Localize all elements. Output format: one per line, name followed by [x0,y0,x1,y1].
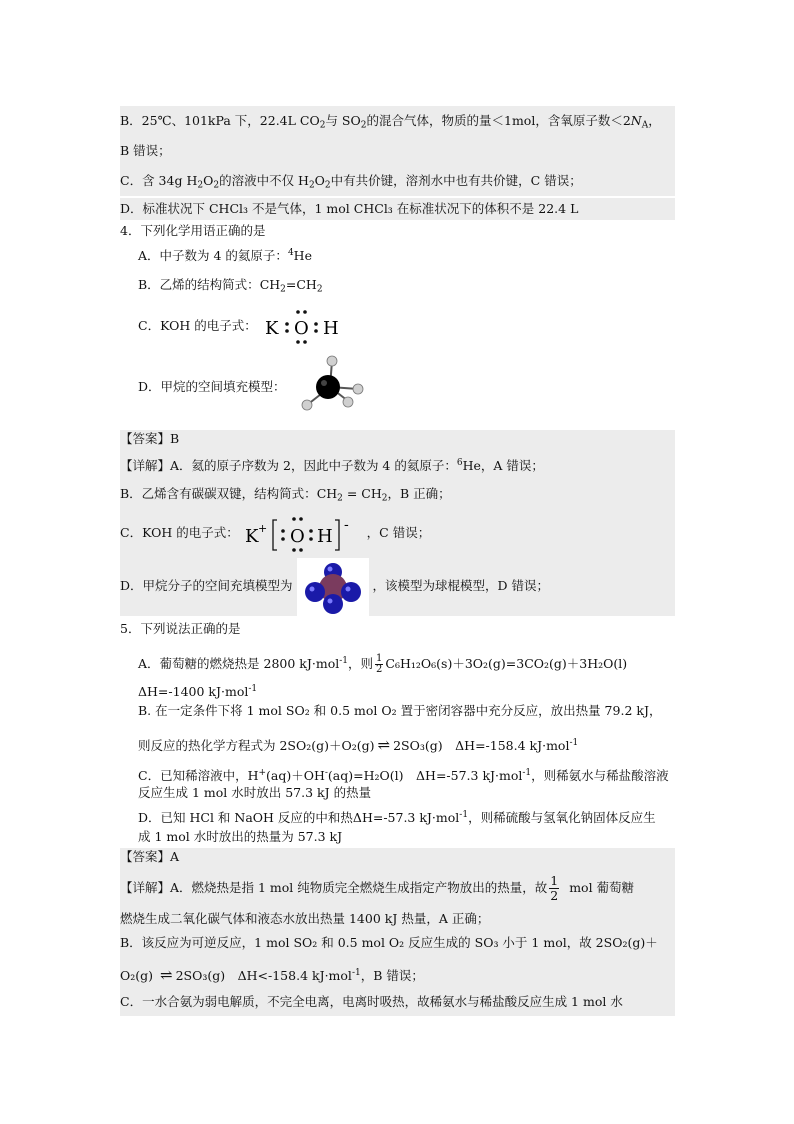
svg-text:+: + [257,521,267,535]
koh-lewis-structure-wrong [261,307,351,347]
equilibrium-arrow-icon: ⇌ [377,735,391,754]
q4-option-d: D．甲烷的空间填充模型： [138,352,675,422]
q5-option-b-line1: B. 在一定条件下将 1 mol SO₂ 和 0.5 mol O₂ 置于密闭容器中充分反应，放出热量 79.2 kJ， [138,703,662,718]
q4-explanation-c: C．KOH 的电子式： K + O H - ，C 错误； [120,510,675,556]
q5-explanation-a-line1: 【详解】A．燃烧热是指 1 mol 纯物质完全燃烧生成指定产物放出的热量，故 $\frac{1}{2}$ mol 葡萄糖 [120,866,675,910]
q4-stem: 4．下列化学用语正确的是 [120,223,266,238]
q5-option-a: A．葡萄糖的燃烧热是 2800 kJ·mol$^{-1}$，则 $\frac{1}{2}$ C₆H₁₂O₆(s)＋3O₂(g)=3CO₂(g)＋3H₂O(l) [138,652,628,675]
explanation-c-line: C．含 34g $H_2O_2$的溶液中不仅 $H_2O_2$中有共价键，溶剂水中也有共价键，C 错误； [120,166,675,196]
svg-text:K: K [264,317,279,339]
q4-option-b: B．乙烯的结构简式：$CH_2=CH_2$ [138,277,323,295]
q5-explanation-a-line2: 燃烧生成二氧化碳气体和液态水放出热量 1400 kJ 热量，A 正确； [120,910,675,928]
svg-text:O: O [289,525,305,547]
q4-option-c: C．KOH 的电子式： K O H [138,306,675,346]
q5-explanation-b-line1: B．该反应为可逆反应，1 mol SO₂ 和 0.5 mol O₂ 反应生成的 SO₃ 小于 1 mol，故 2SO₂(g)＋ [120,928,675,958]
svg-text:-: - [343,516,349,533]
svg-text:H: H [316,525,333,547]
q4-explanation-a: 【详解】A．氦的原子序数为 2，因此中子数为 4 的氦原子：$^6$He，A 错误； [120,448,675,478]
q4-answer: 【答案】B [120,430,675,448]
svg-text:K: K [244,525,259,547]
q5-option-d-line1: D．已知 HCl 和 NaOH 反应的中和热ΔH=-57.3 kJ·mol$^{-1}$，则稀硫酸与氢氧化钠固体反应生 [138,809,656,825]
svg-text:H: H [322,317,339,339]
equilibrium-arrow-icon: ⇌ [160,965,173,984]
q5-option-c-line1: C．已知稀溶液中，H+(aq)＋OH-(aq)=H₂O(l) ΔH=-57.3 kJ·mol$^{-1}$，则稀氨水与稀盐酸溶液 [138,767,669,783]
svg-text:O: O [293,317,309,339]
explanation-b-line: B．25℃、101kPa 下，22.4L $CO_2$与 $SO_2$的混合气体，物质的量＜1mol，含氧原子数$<2N_A$， [120,106,675,136]
q5-option-b-line2: 则反应的热化学方程式为 2SO₂(g)＋O₂(g) ⇌ 2SO₃(g) ΔH=-158.4 kJ·mol$^{-1}$ [138,730,675,756]
q5-explanation-b-line2: O₂(g) ⇌ 2SO₃(g) ΔH<-158.4 kJ·mol$^{-1}$，B 错误； [120,958,675,988]
q5-explanation-c-line1: C．一水合氨为弱电解质，不完全电离，电离时吸热，故稀氨水与稀盐酸反应生成 1 mol 水 [120,988,675,1016]
methane-ball-stick-model-image [290,353,370,423]
methane-space-filling-model-image [297,558,369,616]
explanation-b-wrong: B 错误； [120,136,675,166]
q5-option-a-dh: ΔH=-1400 kJ·mol$^{-1}$ [138,683,258,699]
q5-option-d-line2: 成 1 mol 水时放出的热量为 57.3 kJ [138,829,343,844]
q4-option-a: A．中子数为 4 的氦原子：$^4$He [138,247,312,263]
explanation-d-line: D．标准状况下 CHCl₃ 不是气体，1 mol CHCl₃ 在标准状况下的体积不是 22.4 L [120,198,675,220]
koh-lewis-structure-correct [243,512,363,556]
q5-stem: 5．下列说法正确的是 [120,621,241,636]
q4-explanation-b: B．乙烯含有碳碳双键，结构简式：$CH_2 = CH_2$，B 正确； [120,478,675,510]
q5-answer: 【答案】A [120,848,675,866]
q4-explanation-d: D．甲烷分子的空间充填模型为 ，该模型为球棍模型，D 错误； [120,556,675,616]
q5-option-c-line2: 反应生成 1 mol 水时放出 57.3 kJ 的热量 [138,785,372,800]
